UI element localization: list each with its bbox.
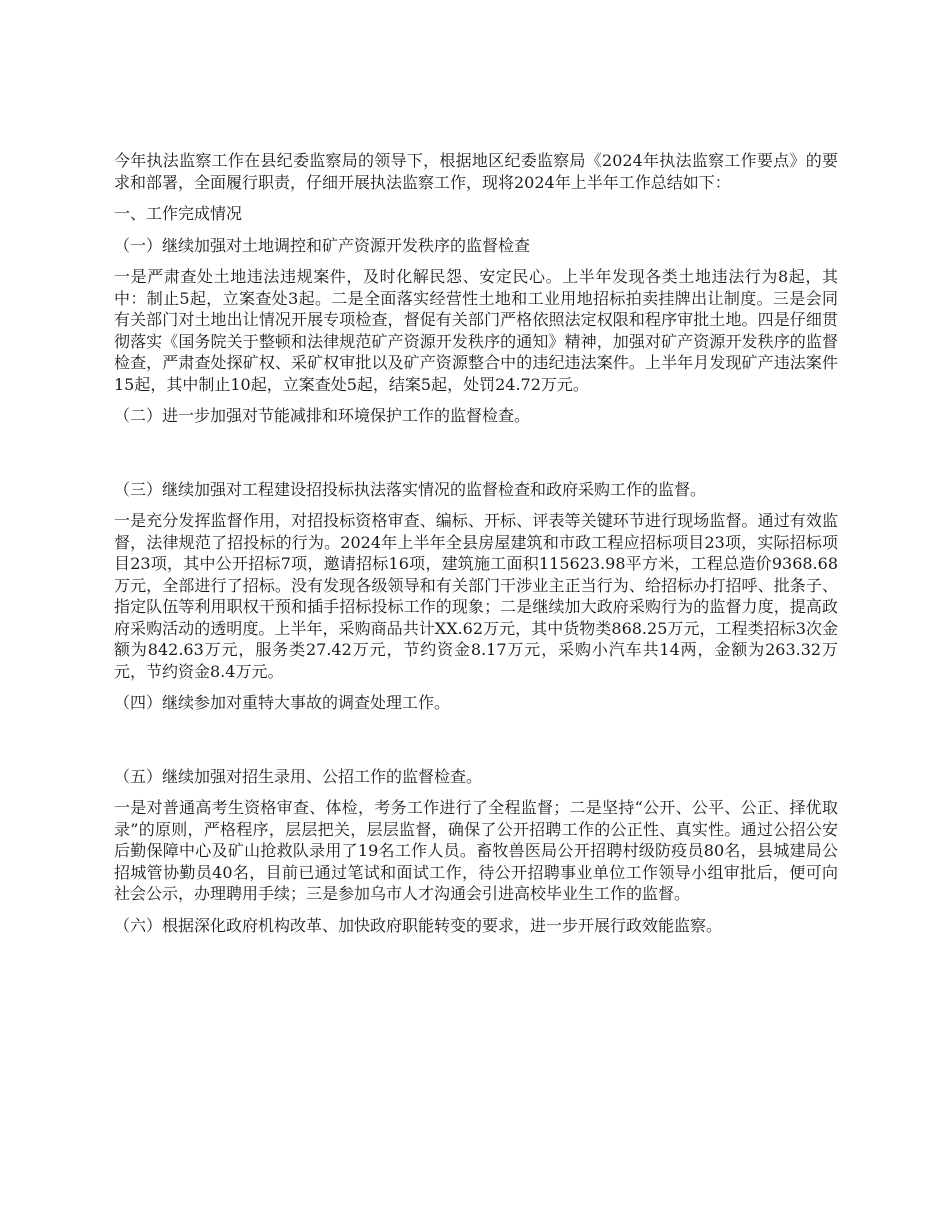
blank-spacer: [114, 724, 838, 766]
intro-paragraph: 今年执法监察工作在县纪委监察局的领导下，根据地区纪委监察局《2024年执法监察工作要点》的要求和部署，全面履行职责，仔细开展执法监察工作，现将2024年上半年工作总结如下：: [114, 151, 838, 192]
document-page: [114, 150, 838, 946]
subsection-heading-2: （二）进一步加强对节能减排和环境保护工作的监督检查。: [114, 406, 531, 425]
subsection-heading-5: （五）继续加强对招生录用、公招工作的监督检查。: [114, 766, 483, 786]
subsection-body-5: 一是对普通高考生资格审查、体检，考务工作进行了全程监督；二是坚持“公开、公平、公正、择优取录”的原则，严格程序，层层把关，层层监督，确保了公开招聘工作的公正性、真实性。通过公招公安后勤保障中心及矿山抢救队录用了19名工作人员。畜牧兽医局公开招聘村级防疫员80名，县城建局公招城管协勤员40名，目前已通过笔试和面试工作，待公开招聘事业单位工作领导小组审批后，便可向社会公示，办理聘用手续；三是参加乌市人才沟通会引进高校毕业生工作的监督。: [114, 798, 838, 903]
section-heading-work-completion: 一、工作完成情况: [114, 204, 243, 223]
blank-spacer: [114, 437, 838, 479]
subsection-body-1: 一是严肃查处土地违法违规案件，及时化解民怨、安定民心。上半年发现各类土地违法行为8起，其中：制止5起，立案查处3起。二是全面落实经营性土地和工业用地招标拍卖挂牌出让制度。三是会同有关部门对土地出让情况开展专项检查，督促有关部门严格依照法定权限和程序审批土地。四是仔细贯彻落实《国务院关于整顿和法律规范矿产资源开发秩序的通知》精神，加强对矿产资源开发秩序的监督检查，严肃查处探矿权、采矿权审批以及矿产资源整合中的违纪违法案件。上半年月发现矿产违法案件15起，其中制止10起，立案查处5起，结案5起，处罚24.72万元。: [114, 267, 838, 394]
subsection-heading-1: （一）继续加强对土地调控和矿产资源开发秩序的监督检查: [114, 235, 531, 255]
subsection-heading-4: （四）继续参加对重特大事故的调查处理工作。: [114, 693, 451, 712]
subsection-body-3: 一是充分发挥监督作用，对招投标资格审查、编标、开标、评表等关键环节进行现场监督。通过有效监督，法律规范了招投标的行为。2024年上半年全县房屋建筑和市政工程应招标项目23项，实际招标项目23项，其中公开招标7项，邀请招标16项，建筑施工面积115623.98平方米，工程总造价9368.68万元，全部进行了招标。没有发现各级领导和有关部门干涉业主正当行为、给招标办打招呼、批条子、指定队伍等利用职权干预和插手招标投标工作的现象；二是继续加大政府采购行为的监督力度，提高政府采购活动的透明度。上半年，采购商品共计XX.62万元，其中货物类868.25万元，工程类招标3次金额为842.63万元，服务类27.42万元，节约资金8.17万元，采购小汽车共14两，金额为263.32万元，节约资金8.4万元。: [114, 511, 838, 681]
subsection-heading-6: （六）根据深化政府机构改革、加快政府职能转变的要求，进一步开展行政效能监察。: [114, 915, 723, 935]
subsection-heading-3: （三）继续加强对工程建设招投标执法落实情况的监督检查和政府采购工作的监督。: [114, 479, 707, 499]
